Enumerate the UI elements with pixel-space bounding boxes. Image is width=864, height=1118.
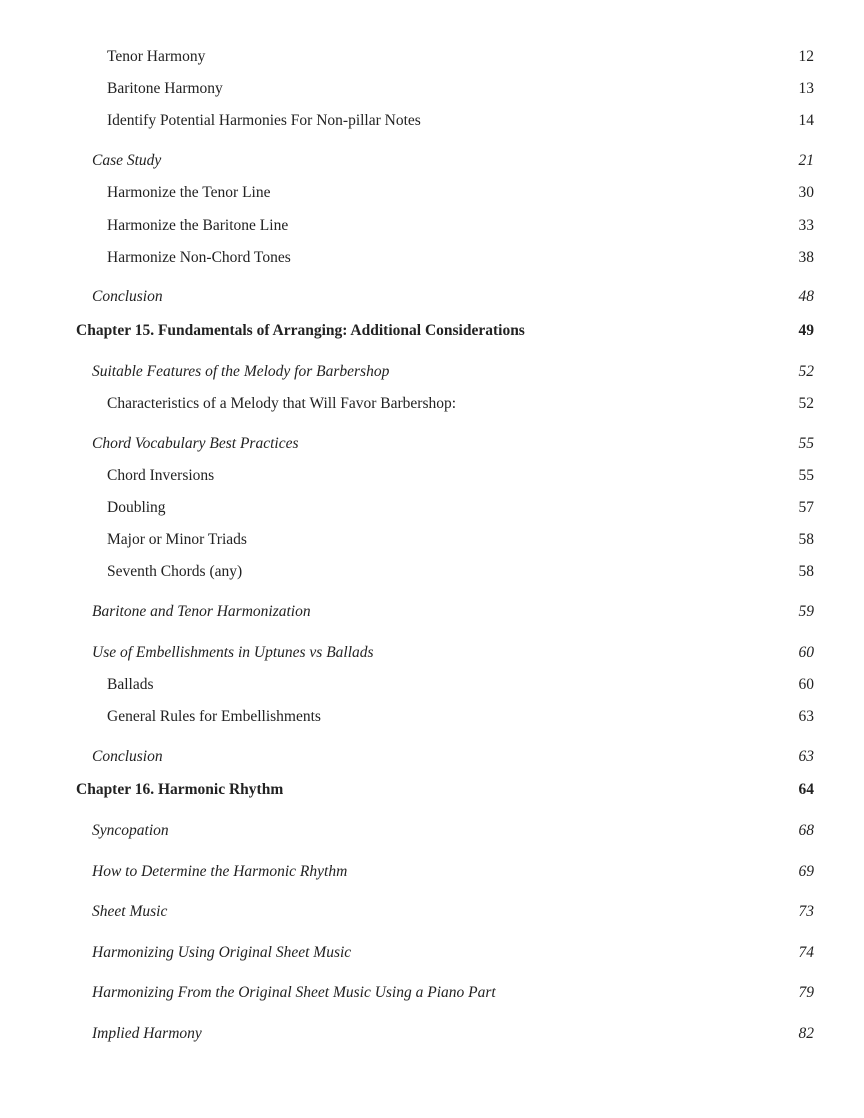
- toc-entry-title: Harmonize Non-Chord Tones: [107, 249, 291, 266]
- toc-entry[interactable]: [0, 150, 864, 172]
- toc-entry-page: 30: [798, 184, 814, 201]
- toc-entry-title: Use of Embellishments in Uptunes vs Ballads: [92, 644, 374, 661]
- toc-entry-title: Case Study: [92, 152, 162, 169]
- toc-entry[interactable]: [0, 529, 864, 551]
- toc-entry[interactable]: [0, 561, 864, 583]
- toc-entry-title: Chord Vocabulary Best Practices: [92, 435, 299, 452]
- toc-entry-page: 55: [798, 467, 814, 484]
- toc-entry[interactable]: [0, 746, 864, 768]
- toc-entry-page: 21: [798, 152, 814, 169]
- toc-entry[interactable]: [0, 393, 864, 415]
- toc-entry-page: 60: [798, 644, 814, 661]
- toc-entry[interactable]: [0, 642, 864, 664]
- toc-entry-title: Doubling: [107, 499, 166, 516]
- toc-entry-title: Sheet Music: [92, 903, 168, 920]
- toc-entry-title: Harmonizing From the Original Sheet Music Using a Piano Part: [92, 984, 496, 1001]
- toc-entry-title: Harmonizing Using Original Sheet Music: [92, 944, 352, 961]
- toc-entry[interactable]: [0, 861, 864, 883]
- toc-entry-title: Chord Inversions: [107, 467, 215, 484]
- toc-entry[interactable]: [0, 706, 864, 728]
- toc-entry-page: 79: [798, 984, 814, 1001]
- toc-entry-title: Conclusion: [92, 288, 163, 305]
- toc-entry-title: How to Determine the Harmonic Rhythm: [92, 863, 348, 880]
- toc-entry-page: 55: [798, 435, 814, 452]
- toc-chapter-entry[interactable]: [0, 779, 864, 801]
- toc-entry-page: 64: [798, 781, 814, 798]
- toc-entry-page: 60: [798, 676, 814, 693]
- toc-entry-page: 38: [798, 249, 814, 266]
- toc-entry-page: 59: [798, 603, 814, 620]
- toc-entry[interactable]: [0, 110, 864, 132]
- toc-entry-title: Major or Minor Triads: [107, 531, 247, 548]
- toc-entry-page: 57: [798, 499, 814, 516]
- toc-entry-title: Tenor Harmony: [107, 48, 206, 65]
- toc-entry-title: Conclusion: [92, 748, 163, 765]
- toc-entry-title: Ballads: [107, 676, 154, 693]
- toc-entry[interactable]: [0, 601, 864, 623]
- toc-chapter-entry[interactable]: [0, 320, 864, 342]
- toc-entry-page: 74: [798, 944, 814, 961]
- toc-entry[interactable]: [0, 286, 864, 308]
- toc-entry[interactable]: [0, 1023, 864, 1045]
- toc-entry-page: 63: [798, 748, 814, 765]
- toc-entry[interactable]: [0, 361, 864, 383]
- toc-entry-title: Characteristics of a Melody that Will Favor Barbershop:: [107, 395, 457, 412]
- toc-entry[interactable]: [0, 433, 864, 455]
- toc-entry-page: 12: [798, 48, 814, 65]
- toc-entry-page: 14: [798, 112, 814, 129]
- toc-entry-title: Baritone Harmony: [107, 80, 223, 97]
- toc-entry[interactable]: [0, 820, 864, 842]
- toc-entry-page: 63: [798, 708, 814, 725]
- toc-entry-page: 52: [798, 395, 814, 412]
- toc-entry[interactable]: [0, 465, 864, 487]
- toc-entry[interactable]: [0, 78, 864, 100]
- toc-entry-title: Chapter 16. Harmonic Rhythm: [76, 781, 284, 798]
- toc-entry[interactable]: [0, 46, 864, 68]
- toc-entry-title: Seventh Chords (any): [107, 563, 243, 580]
- toc-entry-page: 52: [798, 363, 814, 380]
- toc-entry[interactable]: [0, 982, 864, 1004]
- toc-entry[interactable]: [0, 901, 864, 923]
- toc-entry-title: Suitable Features of the Melody for Barbershop: [92, 363, 390, 380]
- toc-entry-page: 73: [798, 903, 814, 920]
- toc-entry-page: 33: [798, 217, 814, 234]
- toc-entry-title: General Rules for Embellishments: [107, 708, 321, 725]
- toc-entry-page: 49: [798, 322, 814, 339]
- toc-entry-title: Chapter 15. Fundamentals of Arranging: Additional Considerations: [76, 322, 525, 339]
- toc-entry-page: 58: [798, 563, 814, 580]
- toc-entry[interactable]: [0, 247, 864, 269]
- toc-entry-title: Implied Harmony: [92, 1025, 202, 1042]
- toc-entry[interactable]: [0, 942, 864, 964]
- toc-entry-page: 58: [798, 531, 814, 548]
- toc-entry-page: 48: [798, 288, 814, 305]
- toc-entry-title: Harmonize the Baritone Line: [107, 217, 289, 234]
- toc-entry-title: Harmonize the Tenor Line: [107, 184, 271, 201]
- toc-entry-page: 68: [798, 822, 814, 839]
- toc-entry-page: 82: [798, 1025, 814, 1042]
- toc-entry-page: 13: [798, 80, 814, 97]
- toc-entry-title: Identify Potential Harmonies For Non-pillar Notes: [107, 112, 421, 129]
- toc-entry[interactable]: [0, 674, 864, 696]
- toc-entry-title: Syncopation: [92, 822, 169, 839]
- toc-entry[interactable]: [0, 497, 864, 519]
- toc-entry-page: 69: [798, 863, 814, 880]
- toc-entry[interactable]: [0, 182, 864, 204]
- toc-entry-title: Baritone and Tenor Harmonization: [92, 603, 311, 620]
- toc-entry[interactable]: [0, 215, 864, 237]
